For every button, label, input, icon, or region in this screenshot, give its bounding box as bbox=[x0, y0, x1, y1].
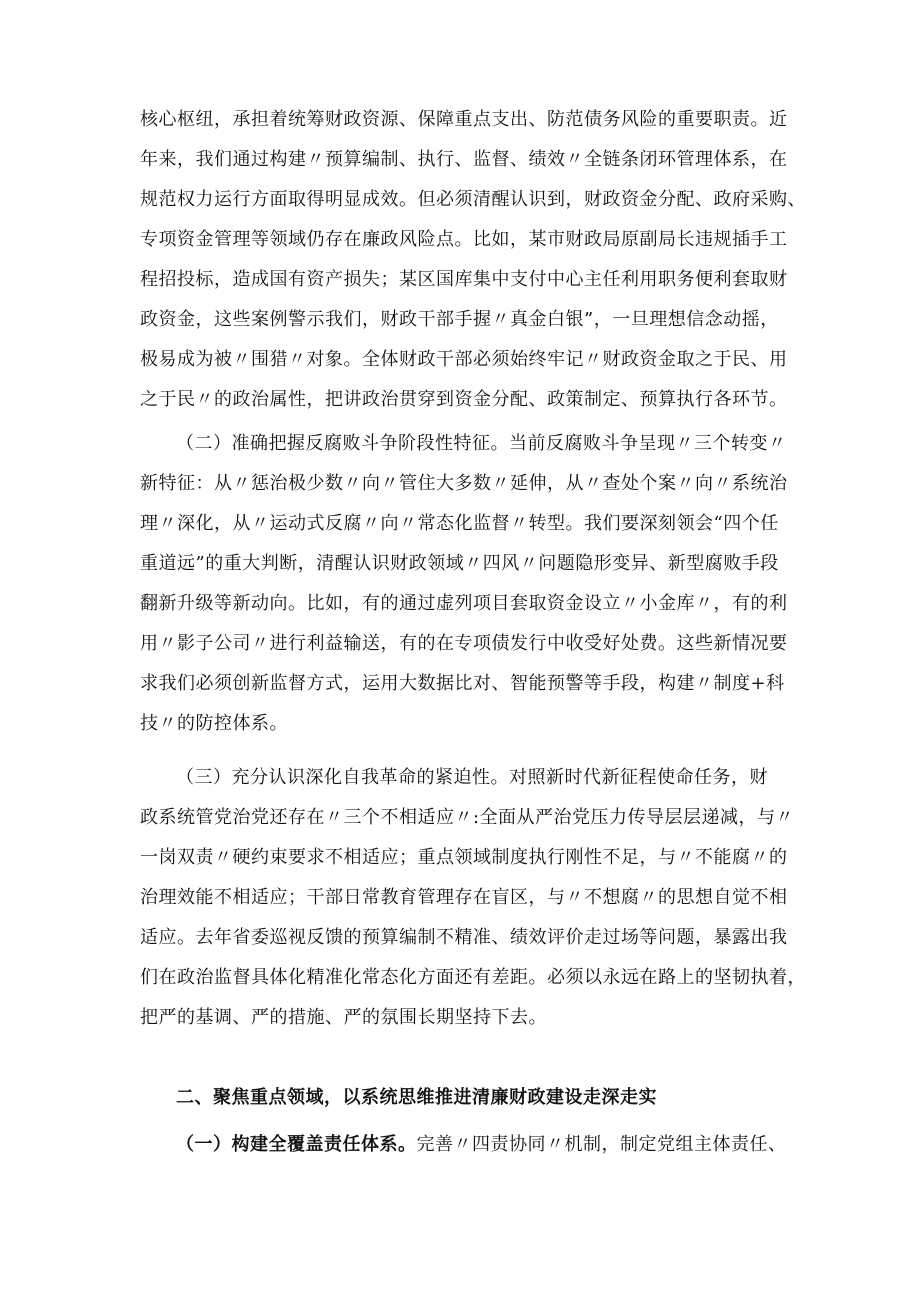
section-heading: 二、聚焦重点领域，以系统思维推进清廉财政建设走深走实 bbox=[176, 1087, 657, 1108]
paragraph-self-revolution bbox=[140, 758, 806, 1038]
text-line bbox=[140, 1125, 787, 1165]
text-line: 之于民〃的政治属性，把讲政治贯穿到资金分配、政策制定、预算执行各环节。 bbox=[140, 389, 788, 410]
text-line: 翻新升级等新动向。比如，有的通过虚列项目套取资金设立〃小金库〃，有的利 bbox=[140, 593, 788, 614]
text-line: （二）准确把握反腐败斗争阶段性特征。当前反腐败斗争呈现〃三个转变〃 bbox=[176, 433, 787, 454]
text-line: 年来，我们通过构建〃预算编制、执行、监督、绩效〃全链条闭环管理体系，在 bbox=[140, 149, 788, 170]
text-line: 治理效能不相适应；干部日常教育管理存在盲区，与〃不想腐〃的思想自觉不相 bbox=[140, 887, 788, 908]
text-line: 政系统管党治党还存在〃三个不相适应〃:全面从严治党压力传导层层递减，与〃 bbox=[140, 807, 795, 828]
text-line: （三）充分认识深化自我革命的紧迫性。对照新时代新征程使命任务，财 bbox=[176, 767, 768, 788]
text-line: 们在政治监督具体化精准化常态化方面还有差距。必须以永远在路上的坚韧执着， bbox=[140, 967, 806, 988]
text-line: 程招投标，造成国有资产损失；某区国库集中支付中心主任利用职务便利套取财 bbox=[140, 269, 788, 290]
bold-lead-phrase: （一）构建全覆盖责任体系。 bbox=[176, 1134, 417, 1155]
text-line: 重道远”的重大判断，清醒认识财政领域〃四风〃问题隐形变异、新型腐败手段 bbox=[140, 553, 779, 574]
text-line: 政资金，这些案例警示我们，财政干部手握〃真金白银”，一旦理想信念动摇， bbox=[140, 309, 779, 330]
text-line: 专项资金管理等领域仍存在廉政风险点。比如，某市财政局原副局长违规插手工 bbox=[140, 229, 788, 250]
text-line: 求我们必须创新监督方式，运用大数据比对、智能预警等手段，构建〃制度+科 bbox=[140, 673, 785, 694]
text-line: 技〃的防控体系。 bbox=[140, 713, 288, 734]
text-line: 用〃影子公司〃进行利益输送，有的在专项债发行中收受好处费。这些新情况要 bbox=[140, 633, 788, 654]
paragraph-responsibility-system bbox=[140, 1125, 787, 1165]
text-line: 规范权力运行方面取得明显成效。但必须清醒认识到，财政资金分配、政府采购、 bbox=[140, 189, 806, 210]
text-line: 一岗双责〃硬约束要求不相适应；重点领域制度执行刚性不足，与〃不能腐〃的 bbox=[140, 847, 788, 868]
paragraph-anti-corruption-features bbox=[140, 424, 788, 744]
paragraph-political-duty bbox=[140, 100, 806, 420]
text-line: 极易成为被〃围猎〃对象。全体财政干部必须始终牢记〃财政资金取之于民、用 bbox=[140, 349, 788, 370]
text-run: 完善〃四责协同〃机制，制定党组主体责任、 bbox=[416, 1134, 787, 1155]
text-line: 新特征：从〃惩治极少数〃向〃管住大多数〃延伸，从〃查处个案〃向〃系统治 bbox=[140, 473, 788, 494]
text-line: 适应。去年省委巡视反馈的预算编制不精准、绩效评价走过场等问题，暴露出我 bbox=[140, 927, 788, 948]
text-line: 把严的基调、严的措施、严的氛围长期坚持下去。 bbox=[140, 1007, 547, 1028]
text-line: 核心枢纽，承担着统筹财政资源、保障重点支出、防范债务风险的重要职责。近 bbox=[140, 109, 788, 130]
text-line: 理〃深化，从〃运动式反腐〃向〃常态化监督〃转型。我们要深刻领会“四个任 bbox=[140, 513, 779, 534]
